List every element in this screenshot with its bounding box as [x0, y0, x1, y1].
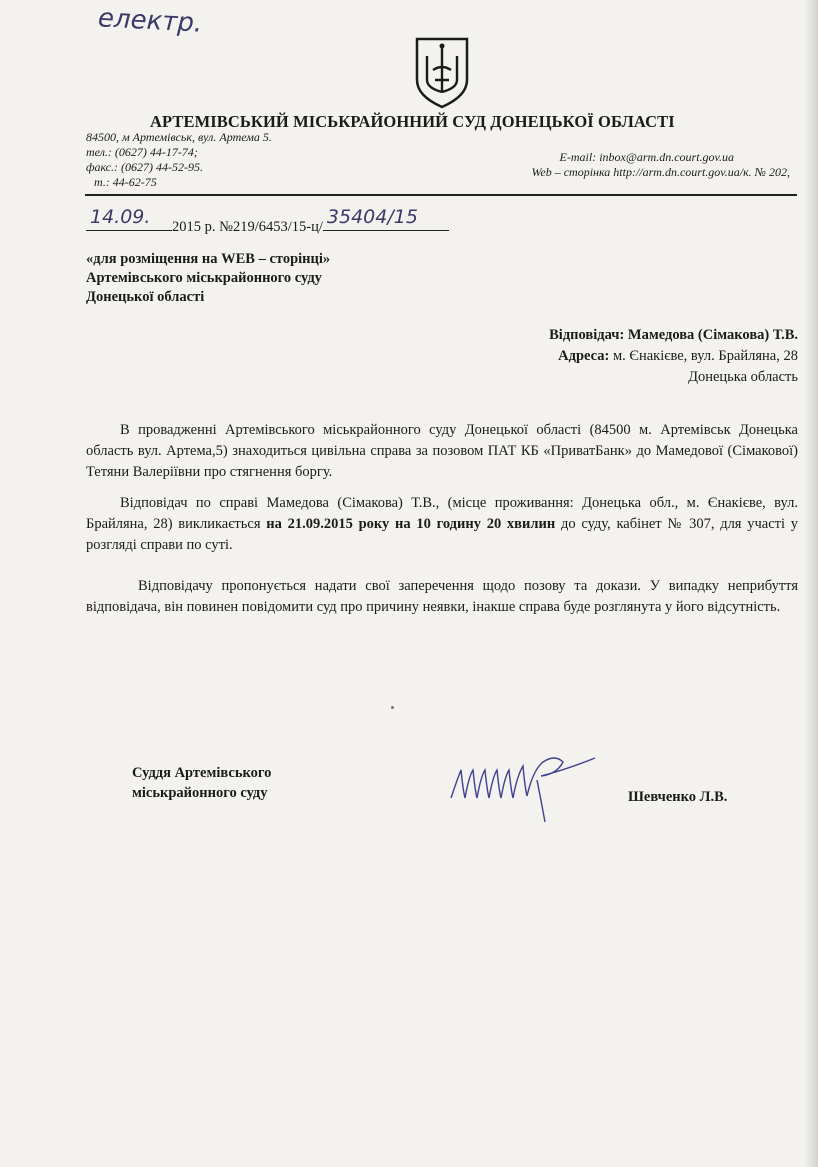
scan-speck	[391, 706, 394, 709]
web-note-line: Артемівського міськрайонного суду	[86, 270, 322, 286]
paragraph-3: Відповідачу пропонується надати свої заперечення щодо позову та докази. У випадку неприбуття відповідача, він повинен повідомити суд про причину неявки, інакше справа буде розглянута у його відсутність.	[86, 578, 798, 615]
web-note-line: «для розміщення на WEB – сторінці»	[86, 251, 331, 267]
address-line: 84500, м Артемівськ, вул. Артема 5.	[86, 130, 272, 144]
web-note-line: Донецької області	[86, 289, 205, 305]
paragraph-1: В провадженні Артемівського міськрайонного суду Донецької області (84500 м. Артемівськ Донецька область вул. Артема,5) знаходиться цивільна справа за позовом ПАТ КБ «ПриватБанк» до Мамедової (Сімакової) Тетяни Валеріївни про стягнення боргу.	[86, 422, 798, 480]
registration-number: 2015 р. №219/6453/15-ц/	[172, 219, 323, 235]
phone2-line: т.: 44-62-75	[94, 175, 157, 189]
respondent-name: Мамедова (Сімакова) Т.В.	[627, 327, 798, 343]
judge-title-line: Суддя Артемівського	[132, 765, 272, 781]
phone-line: тел.: (0627) 44-17-74;	[86, 145, 198, 159]
coat-of-arms-icon	[413, 36, 471, 110]
respondent-label: Відповідач:	[549, 327, 625, 343]
web-line: Web – сторінка http://arm.dn.court.gov.ua/к. № 202,	[531, 165, 790, 179]
respondent-address: м. Єнакієве, вул. Брайляна, 28	[612, 348, 798, 364]
handwritten-number: 35404/15	[326, 206, 418, 228]
respondent-region: Донецька область	[688, 369, 798, 385]
fax-line: факс.: (0627) 44-52-95.	[86, 160, 203, 174]
hearing-datetime: на 21.09.2015 року на 10 годину 20 хвилин	[266, 516, 556, 532]
handwritten-date: 14.09.	[90, 206, 151, 228]
judge-title	[132, 763, 271, 803]
address-label: Адреса:	[558, 348, 610, 364]
number-blank	[323, 206, 449, 231]
registration-line	[86, 206, 449, 236]
handwritten-signature	[445, 740, 615, 830]
judge-title-line: міськрайонного суду	[132, 785, 268, 801]
court-name: АРТЕМІВСЬКИЙ МІСЬКРАЙОННИЙ СУД ДОНЕЦЬКОЇ ОБЛАСТІ	[150, 112, 675, 131]
email-line: E-mail: inbox@arm.dn.court.gov.ua	[559, 150, 734, 164]
paragraph-2	[86, 493, 798, 556]
header-divider	[85, 194, 797, 196]
date-blank	[86, 206, 172, 231]
paragraph-2-start: Відповідач по справі Мамедова (Сімакова) Т.В., (місце проживання: Донецька обл., м. Єнакієве, вул. Брайляна, 28) викликається	[86, 495, 798, 532]
judge-name: Шевченко Л.В.	[628, 789, 728, 805]
handwritten-note: електр.	[97, 3, 203, 39]
scan-edge-shadow	[804, 0, 818, 1167]
web-note	[86, 250, 330, 307]
respondent-block	[298, 325, 798, 388]
court-address	[86, 130, 272, 190]
paragraph-2-end: до суду, кабінет № 307, для участі у розгляді справи по суті.	[86, 516, 798, 553]
court-contacts	[488, 150, 790, 180]
